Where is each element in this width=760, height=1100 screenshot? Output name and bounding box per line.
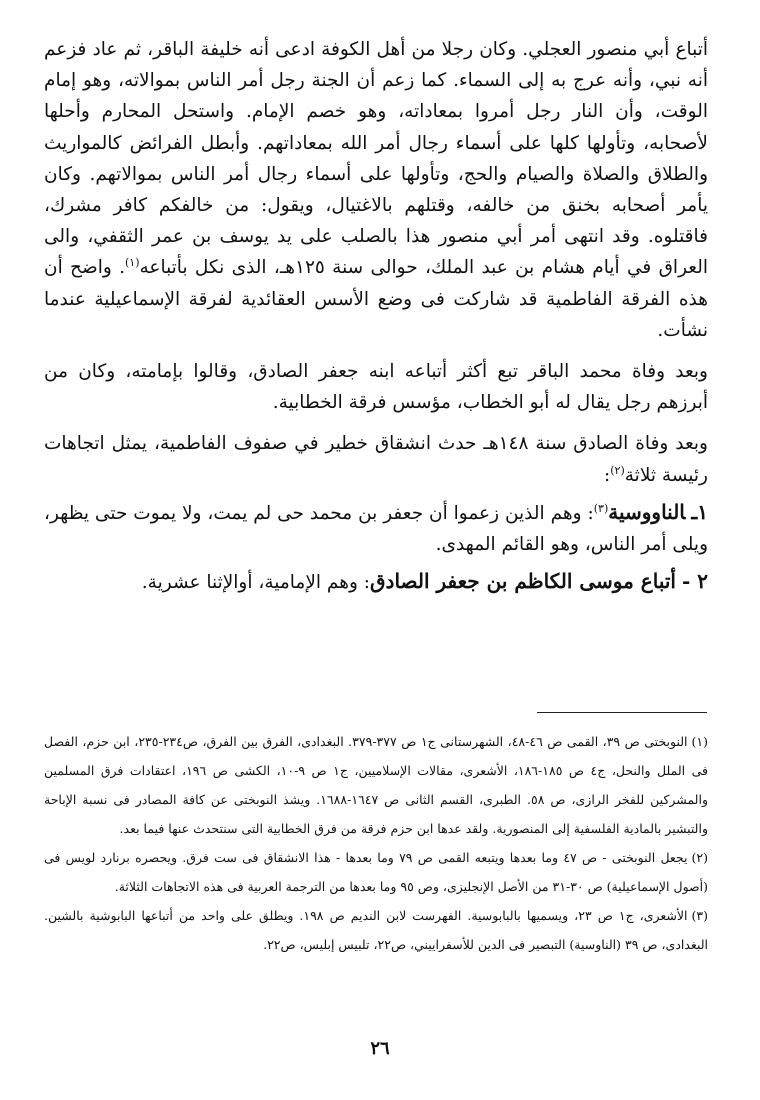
list-item-2-text: : وهم الإمامية، أوالإثنا عشرية. bbox=[141, 572, 371, 594]
list-item-2 bbox=[44, 566, 708, 598]
footnote-2 bbox=[44, 843, 708, 901]
footnote-2-text: يجعل النوبختى - ص ٤٧ وما بعدها ويتبعه القمى ص ٧٩ وما بعدها - هذا الانشقاق فى ست فرق. ويحصره برنارد لويس فى (أصول الإسماعيلية) ص ٣٠-٣١ من الأصل الإنجليزى، وص ٩٥ وما بعدها من الترجمة العربية فى هذه الاتجاهات الثلاثة. bbox=[44, 850, 708, 894]
footnote-3-text: الأشعرى، ج١ ص ٢٣، ويسميها بالبابوسية. الفهرست لابن النديم ص ١٩٨. ويطلق على واحد من أتباعها البابوشية بالشين. البغدادى، ص ٣٩ (الناوسية) التبصير فى الدين للأسفراييني، ص٢٢، تلبيس إبليس، ص٢٢. bbox=[44, 908, 708, 952]
list-item-2-lead: أتباع موسى الكاظم بن جعفر الصادق bbox=[370, 569, 676, 594]
footnote-1-number: (١) bbox=[691, 734, 709, 749]
paragraph-2: وبعد وفاة محمد الباقر تبع أكثر أتباعه ابنه جعفر الصادق، وقالوا بإمامته، وكان من أبرزهم رجل يقال له أبو الخطاب، مؤسس فرقة الخطابية. bbox=[44, 361, 708, 414]
footnote-ref-3: (٣) bbox=[593, 501, 609, 515]
list-item-2-number: ٢ - bbox=[681, 569, 708, 594]
footnote-3-number: (٣) bbox=[691, 908, 709, 923]
footnote-1-text: النوبختى ص ٣٩، القمى ص ٤٦-٤٨، الشهرستانى ج١ ص ٣٧٧-٣٧٩. البغدادى، الفرق بين الفرق، ص٢٣٤-٢٣٥، ابن حزم، الفصل فى الملل والنحل، ج٤ ص ١٨٥-١٨٦، الأشعرى، مقالات الإسلاميين، ج١ ص ٩-١٠، الكشى ص ١٩٦، اعتقادات فرق المسلمين والمشركين للفخر الرازى، ص ٥٨. الطبرى، القسم الثانى ص ١٦٤٧-١٦٨٨. ويشذ النوبختى عن كافة المصادر فى نسبة الإباحة والتبشير بالمادية الفلسفية إلى المنصورية. ولقد عدها ابن حزم فرقة من فرق الخطابية التى سنتحدث عنها فيما بعد. bbox=[44, 734, 709, 836]
paragraph-1-text: أتباع أبي منصور العجلي. وكان رجلا من أهل الكوفة ادعى أنه خليفة الباقر، ثم عاد فزعم أنه نبي، وأنه عرج به إلى السماء. كما زعم أن الجنة رجل أمر الناس بموالاته، وهو إمام الوقت، وأن النار رجل أمروا بمعاداته، وهو خصم الإمام. واستحل المحارم وأحلها لأصحابه، وتأولها كلها على أسماء رجال أمر الله بمعاداتهم. وأبطل الفرائض كالمواريث والطلاق والصلاة والصيام والحج، وتأولها على أسماء رجال أمر الناس بموالاتهم. وكان يأمر أصحابه بخنق من خالفه، وقتلهم بالاغتيال، ويقول: من خالفكم كافر مشرك، فاقتلوه. وقد انتهى أمر أبي منصور هذا بالصلب على يد يوسف بن عمر الثقفي، والى العراق في أيام هشام بن عبد الملك، حوالى سنة ١٢٥هـ، الذى نكل بأتباعه bbox=[44, 39, 709, 279]
paragraph-1 bbox=[44, 34, 708, 346]
list-item-1-lead: الناووسية bbox=[608, 499, 686, 524]
paragraph-3-tail: : bbox=[604, 464, 611, 486]
list-item-1 bbox=[44, 497, 708, 560]
paragraph-3 bbox=[44, 428, 708, 490]
list-item-1-number: ١ـ bbox=[691, 499, 708, 524]
footnotes bbox=[44, 727, 708, 959]
list-item-1-text: : وهم الذين زعموا أن جعفر بن محمد حى لم يمت، ولا يموت حتى يظهر، ويلى أمر الناس، وهو القائم المهدى. bbox=[44, 502, 708, 556]
page-number: ٢٦ bbox=[370, 1038, 390, 1059]
footnote-separator bbox=[537, 712, 707, 713]
footnote-3 bbox=[44, 901, 708, 959]
footnote-ref-2: (٢) bbox=[610, 463, 625, 477]
footnote-2-number: (٢) bbox=[691, 850, 708, 865]
paragraph-1-tail: . واضح أن هذه الفرقة الفاطمية قد شاركت فى وضع الأسس العقائدية لفرقة الإسماعيلية عندما نشأت. bbox=[44, 257, 708, 341]
main-text bbox=[44, 34, 708, 598]
paragraph-3-text: وبعد وفاة الصادق سنة ١٤٨هـ حدث انشقاق خطير في صفوف الفاطمية، يمثل اتجاهات رئيسة ثلاثة bbox=[44, 433, 708, 486]
footnote-ref-1: (١) bbox=[124, 256, 140, 270]
footnote-1 bbox=[44, 727, 708, 843]
